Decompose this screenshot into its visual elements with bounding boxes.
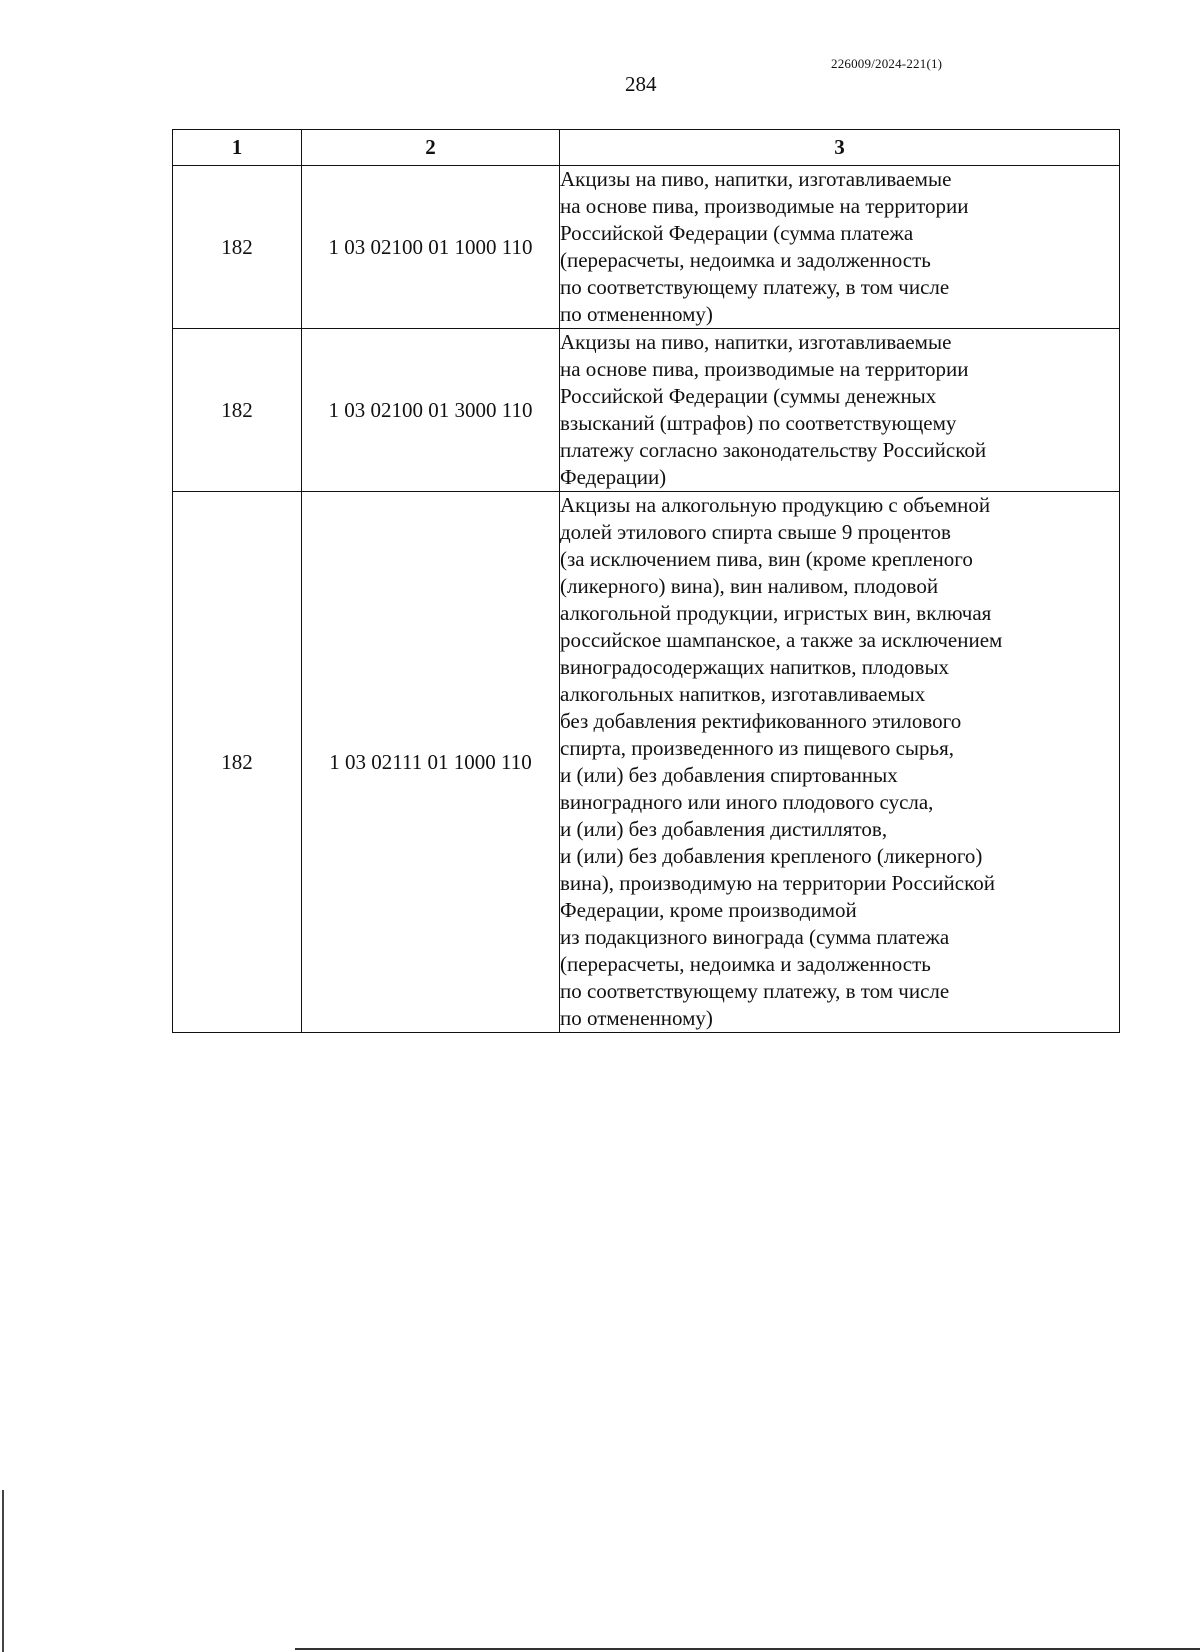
column-header-2: 2 [302,130,560,166]
description-line: и (или) без добавления крепленого (ликерного) [560,844,983,868]
description-line: Акцизы на алкогольную продукцию с объемной [560,493,991,517]
budget-classification-code-cell: 1 03 02100 01 1000 110 [302,166,560,329]
description-line: алкогольных напитков, изготавливаемых [560,682,926,706]
description-line: российское шампанское, а также за исключением [560,628,1003,652]
budget-classification-code-cell: 1 03 02111 01 1000 110 [302,492,560,1033]
description-line: Российской Федерации (суммы денежных [560,384,937,408]
administrator-code-cell: 182 [173,329,302,492]
description-line: без добавления ректификованного этилового [560,709,962,733]
column-header-1: 1 [173,130,302,166]
description-line: (за исключением пива, вин (кроме крепленого [560,547,973,571]
table-row [173,166,1120,329]
description-line: Акцизы на пиво, напитки, изготавливаемые [560,330,952,354]
description-line: (перерасчеты, недоимка и задолженность [560,952,931,976]
description-line: и (или) без добавления дистиллятов, [560,817,888,841]
administrator-code-cell: 182 [173,166,302,329]
description-line: (ликерного) вина), вин наливом, плодовой [560,574,939,598]
budget-classification-code-cell: 1 03 02100 01 3000 110 [302,329,560,492]
description-line: взысканий (штрафов) по соответствующему [560,411,957,435]
description-line: спирта, произведенного из пищевого сырья, [560,736,954,760]
description-line: и (или) без добавления спиртованных [560,763,898,787]
description-line: Акцизы на пиво, напитки, изготавливаемые [560,167,952,191]
administrator-code-cell: 182 [173,492,302,1033]
description-line: алкогольной продукции, игристых вин, включая [560,601,992,625]
budget-codes-table [172,129,1120,1033]
page-number: 284 [625,72,657,96]
description-line: виноградного или иного плодового сусла, [560,790,934,814]
table-row [173,492,1120,1033]
description-line: по соответствующему платежу, в том числе [560,275,950,299]
description-line: Федерации) [560,465,667,489]
description-line: виноградосодержащих напитков, плодовых [560,655,950,679]
description-line: по отмененному) [560,1006,713,1030]
revenue-description-cell [560,492,1120,1033]
description-line: Российской Федерации (сумма платежа [560,221,914,245]
description-line: Федерации, кроме производимой [560,898,857,922]
column-header-3: 3 [560,130,1120,166]
description-line: на основе пива, производимые на территории [560,194,969,218]
description-line: по отмененному) [560,302,713,326]
description-line: по соответствующему платежу, в том числе [560,979,950,1003]
table-header-row [173,130,1120,166]
description-line: вина), производимую на территории Российской [560,871,995,895]
revenue-description-cell [560,329,1120,492]
scan-bottom-edge [295,1648,1200,1650]
description-line: из подакцизного винограда (сумма платежа [560,925,950,949]
description-line: на основе пива, производимые на территории [560,357,969,381]
revenue-description-cell [560,166,1120,329]
document-registration-number: 226009/2024-221(1) [831,56,943,71]
description-line: долей этилового спирта свыше 9 процентов [560,520,951,544]
description-line: (перерасчеты, недоимка и задолженность [560,248,931,272]
description-line: платежу согласно законодательству Российской [560,438,987,462]
table-row [173,329,1120,492]
scan-left-edge [2,1490,4,1652]
